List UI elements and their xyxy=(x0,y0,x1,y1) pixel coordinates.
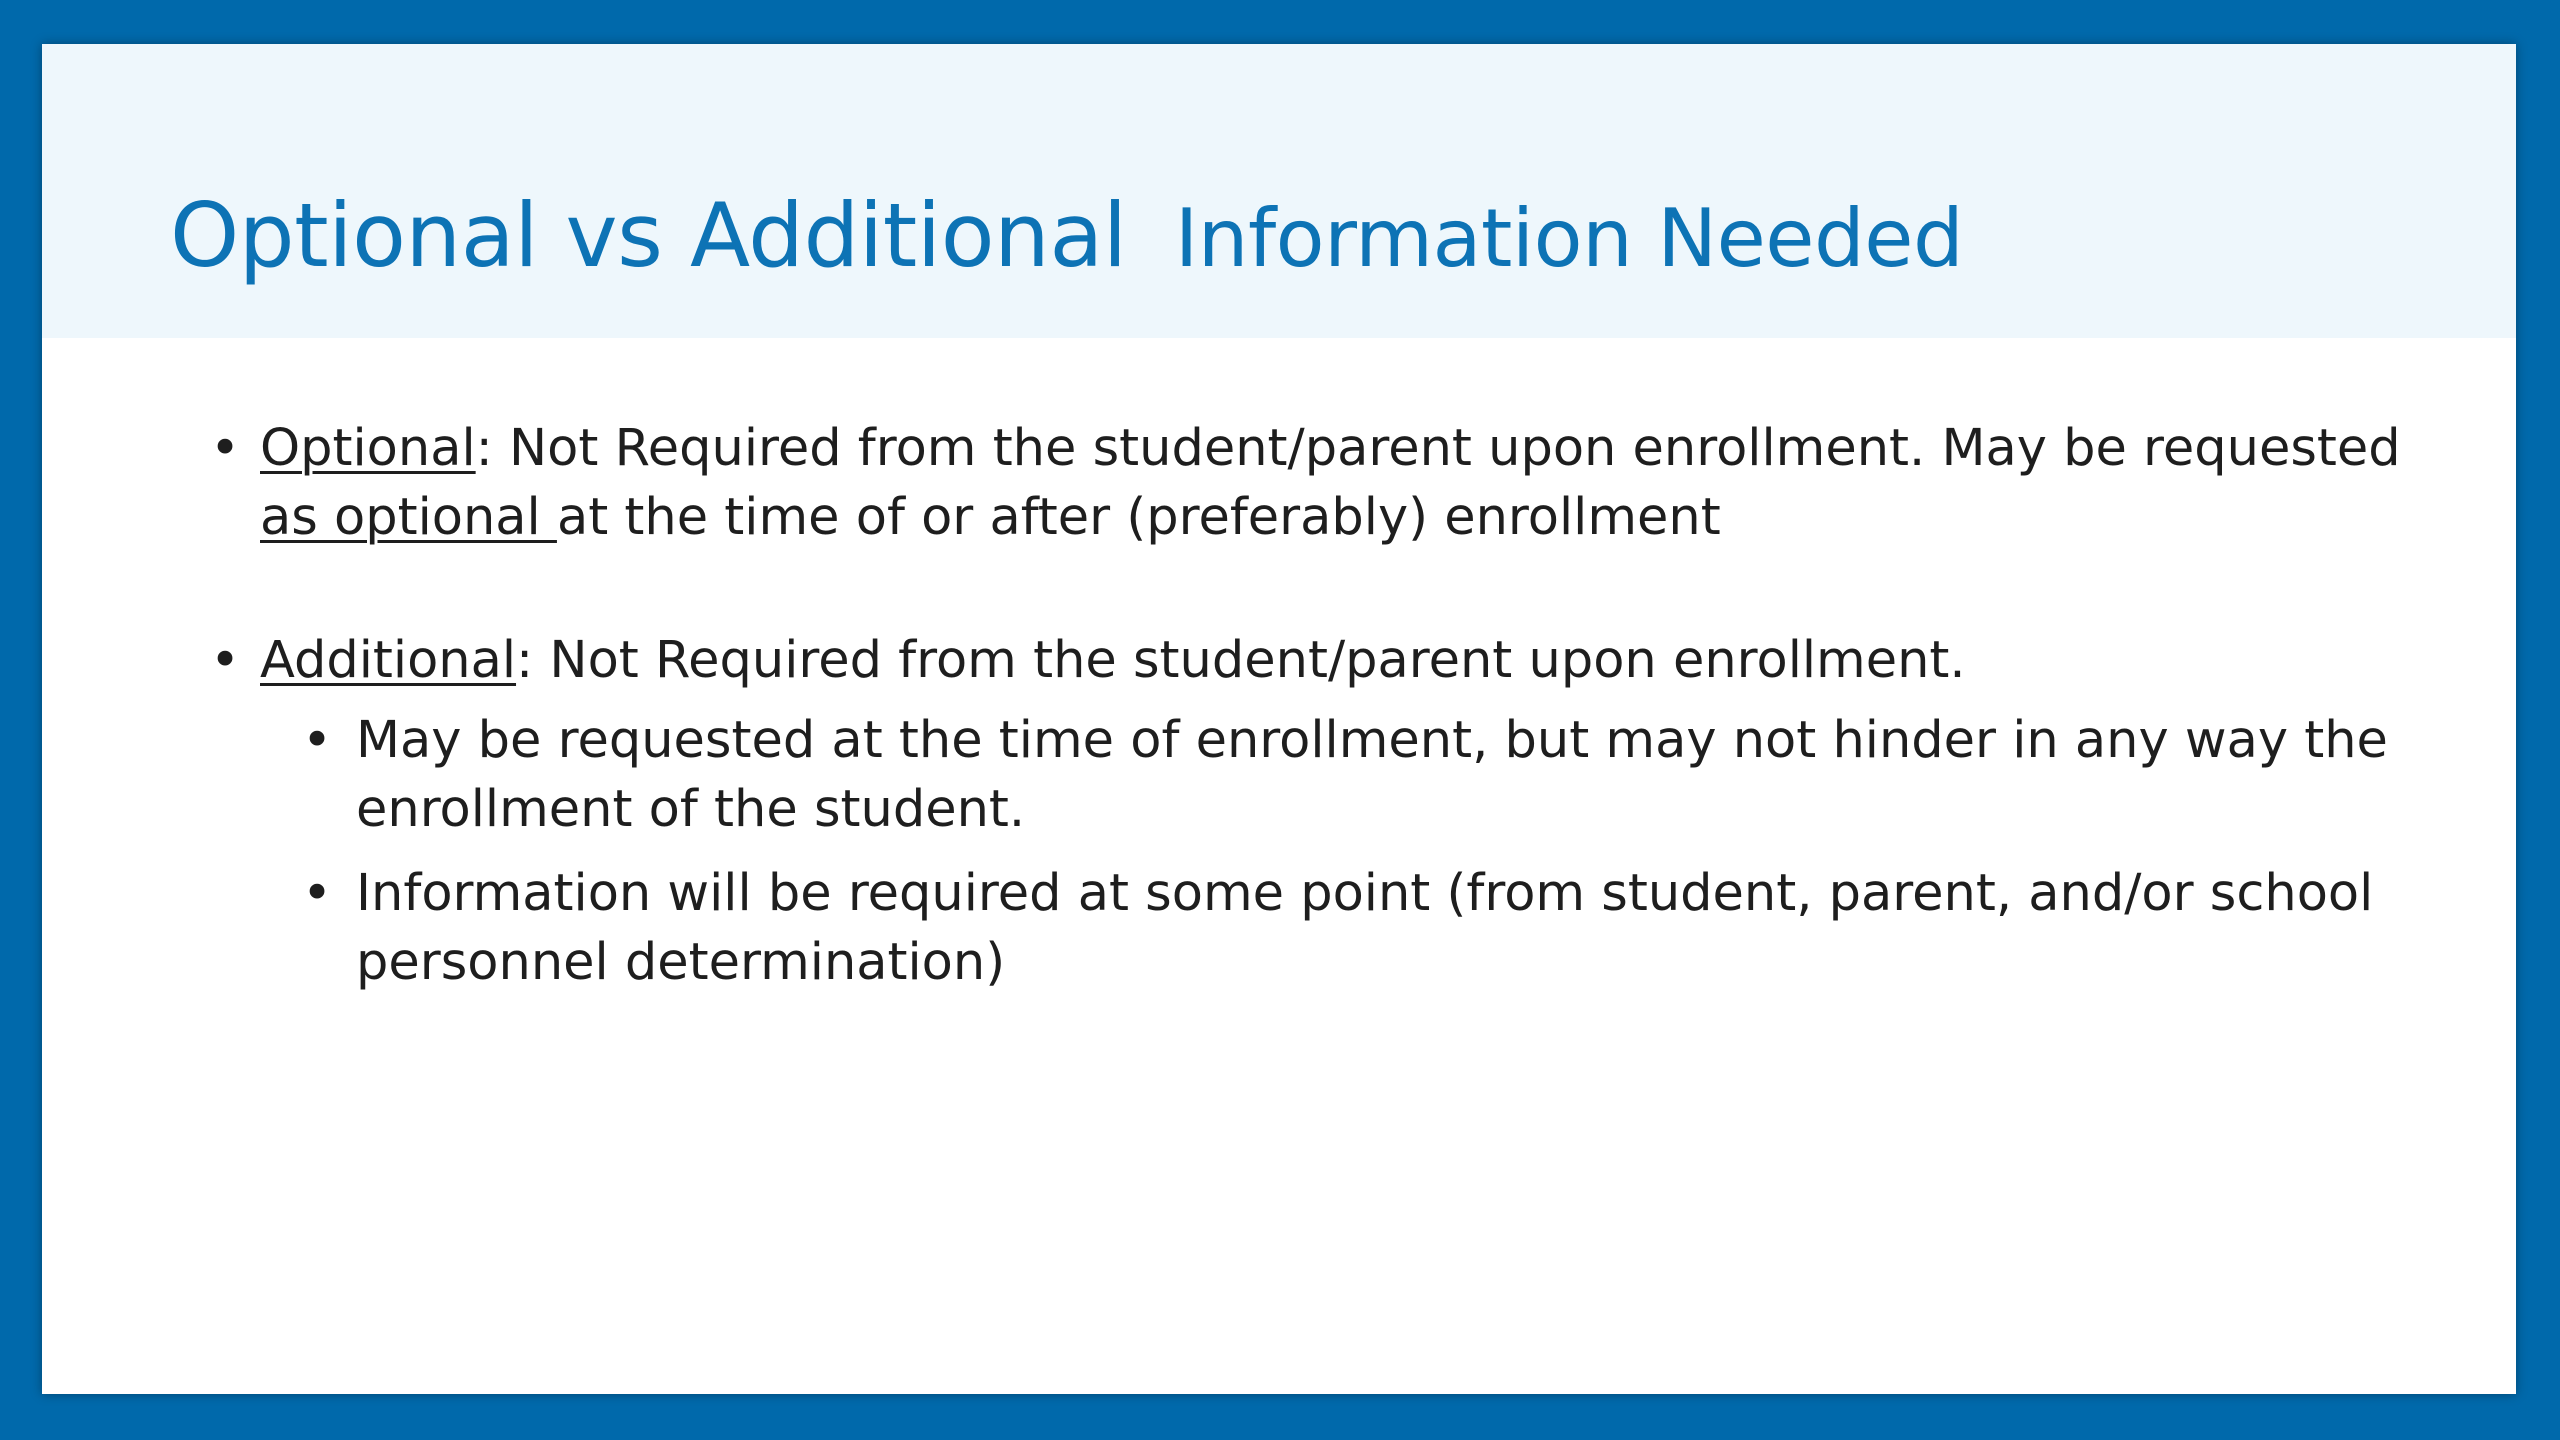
bullet-emphasis-as-optional: as optional xyxy=(260,488,557,547)
bullet-term-additional: Additional xyxy=(260,631,517,690)
slide-content xyxy=(170,414,2430,997)
bullet-additional xyxy=(170,626,2430,997)
bullet-text-optional-part1: : Not Required from the student/parent upon enrollment. May be requested xyxy=(475,419,2401,478)
bullet-text-additional: : Not Required from the student/parent upon enrollment. xyxy=(516,631,1966,690)
bullet-optional xyxy=(170,414,2430,552)
sub-bullet-item: • Information will be required at some point (from student, parent, and/or school personnel determination) xyxy=(260,859,2430,997)
sub-bullet-list xyxy=(260,706,2430,997)
sub-bullet-item: • May be requested at the time of enrollment, but may not hinder in any way the enrollment of the student. xyxy=(260,706,2430,844)
bullet-text-optional-part2: at the time of or after (preferably) enrollment xyxy=(556,488,1721,547)
slide-title-sub: Information Needed xyxy=(1174,192,1964,285)
slide-title-main: Optional vs Additional xyxy=(170,184,1127,287)
slide xyxy=(42,44,2516,1394)
slide-title xyxy=(170,184,1963,287)
bullet-term-optional: Optional xyxy=(260,419,476,478)
